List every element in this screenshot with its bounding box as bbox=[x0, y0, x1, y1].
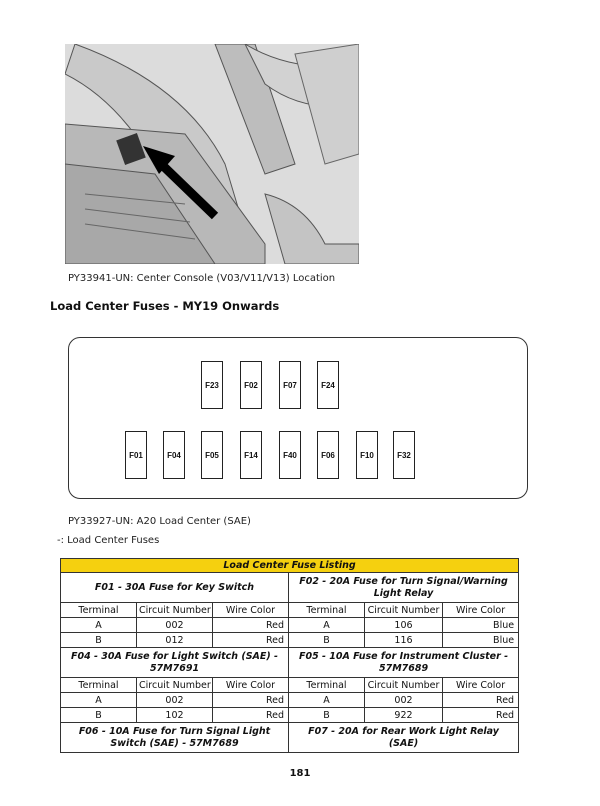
fuse-f05: F05 bbox=[201, 431, 223, 479]
column-header: Wire Color bbox=[443, 603, 519, 618]
table-cell: Red bbox=[443, 708, 519, 723]
table-cell: 116 bbox=[365, 633, 443, 648]
table-cell: Blue bbox=[443, 618, 519, 633]
fuse-f07: F07 bbox=[279, 361, 301, 409]
table-row bbox=[61, 633, 519, 648]
group-title-row bbox=[61, 573, 519, 603]
figure2-caption: PY33927-UN: A20 Load Center (SAE) bbox=[68, 516, 251, 527]
table-title: Load Center Fuse Listing bbox=[61, 559, 519, 573]
fuse-f06: F06 bbox=[317, 431, 339, 479]
table-cell: Red bbox=[213, 633, 289, 648]
table-cell: B bbox=[61, 633, 137, 648]
fuse-f32: F32 bbox=[393, 431, 415, 479]
fuse-f23: F23 bbox=[201, 361, 223, 409]
group-title: F06 - 10A Fuse for Turn Signal Light Switch (SAE) - 57M7689 bbox=[61, 723, 289, 753]
load-center-diagram bbox=[68, 337, 528, 499]
table-cell: 002 bbox=[365, 693, 443, 708]
group-title: F05 - 10A Fuse for Instrument Cluster - 57M7689 bbox=[289, 648, 519, 678]
table-row bbox=[61, 693, 519, 708]
table-cell: 002 bbox=[137, 693, 213, 708]
table-row bbox=[61, 708, 519, 723]
header-row bbox=[61, 678, 519, 693]
table-cell: B bbox=[61, 708, 137, 723]
table-cell: B bbox=[289, 633, 365, 648]
column-header: Terminal bbox=[61, 603, 137, 618]
section-title: Load Center Fuses - MY19 Onwards bbox=[50, 299, 280, 313]
table-cell: 102 bbox=[137, 708, 213, 723]
table-row bbox=[61, 618, 519, 633]
group-title-row bbox=[61, 723, 519, 753]
fuse-f14: F14 bbox=[240, 431, 262, 479]
table-cell: 012 bbox=[137, 633, 213, 648]
header-row bbox=[61, 603, 519, 618]
table-cell: Red bbox=[443, 693, 519, 708]
table-cell: Red bbox=[213, 693, 289, 708]
group-title-row bbox=[61, 648, 519, 678]
column-header: Circuit Number bbox=[365, 603, 443, 618]
page-number: 181 bbox=[289, 768, 311, 779]
column-header: Wire Color bbox=[213, 678, 289, 693]
fuse-f02: F02 bbox=[240, 361, 262, 409]
table-cell: A bbox=[289, 693, 365, 708]
column-header: Terminal bbox=[61, 678, 137, 693]
table-cell: A bbox=[61, 693, 137, 708]
group-title: F04 - 30A Fuse for Light Switch (SAE) - 57M7691 bbox=[61, 648, 289, 678]
group-title: F07 - 20A for Rear Work Light Relay (SAE) bbox=[289, 723, 519, 753]
column-header: Wire Color bbox=[443, 678, 519, 693]
fuse-f01: F01 bbox=[125, 431, 147, 479]
table-cell: 922 bbox=[365, 708, 443, 723]
table-cell: Red bbox=[213, 708, 289, 723]
group-title: F02 - 20A Fuse for Turn Signal/Warning Light Relay bbox=[289, 573, 519, 603]
fuse-listing-table bbox=[60, 558, 519, 753]
table-cell: Red bbox=[213, 618, 289, 633]
table-cell: A bbox=[289, 618, 365, 633]
fuse-f24: F24 bbox=[317, 361, 339, 409]
table-cell: Blue bbox=[443, 633, 519, 648]
column-header: Circuit Number bbox=[365, 678, 443, 693]
table-cell: B bbox=[289, 708, 365, 723]
column-header: Terminal bbox=[289, 678, 365, 693]
column-header: Circuit Number bbox=[137, 678, 213, 693]
fuse-f04: F04 bbox=[163, 431, 185, 479]
table-title-row bbox=[61, 559, 519, 573]
table-cell: 002 bbox=[137, 618, 213, 633]
column-header: Wire Color bbox=[213, 603, 289, 618]
center-console-illustration bbox=[65, 44, 359, 264]
figure1-caption: PY33941-UN: Center Console (V03/V11/V13) Location bbox=[68, 273, 336, 284]
fuse-f40: F40 bbox=[279, 431, 301, 479]
fuse-f10: F10 bbox=[356, 431, 378, 479]
column-header: Terminal bbox=[289, 603, 365, 618]
legend-line: -: Load Center Fuses bbox=[57, 535, 160, 546]
group-title: F01 - 30A Fuse for Key Switch bbox=[61, 573, 289, 603]
table-cell: 106 bbox=[365, 618, 443, 633]
column-header: Circuit Number bbox=[137, 603, 213, 618]
table-cell: A bbox=[61, 618, 137, 633]
